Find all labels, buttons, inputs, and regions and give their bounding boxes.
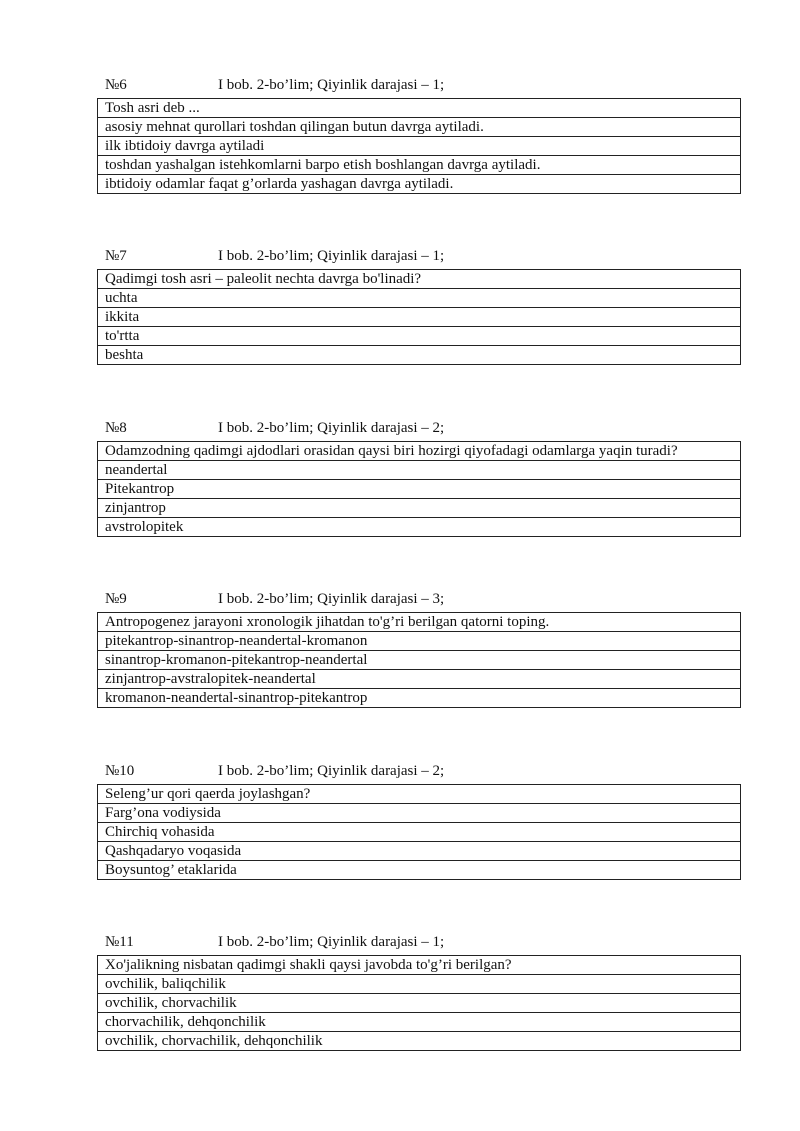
question-meta: I bob. 2-bo’lim; Qiyinlik darajasi – 2;: [218, 420, 445, 436]
question-meta: I bob. 2-bo’lim; Qiyinlik darajasi – 2;: [218, 763, 445, 779]
answer-option: kromanon-neandertal-sinantrop-pitekantrop: [98, 689, 741, 708]
answer-option: Qashqadaryo voqasida: [98, 842, 741, 861]
answer-option: ikkita: [98, 308, 741, 327]
answer-option: ovchilik, chorvachilik: [98, 994, 741, 1013]
answer-option: zinjantrop: [98, 499, 741, 518]
answer-option: Pitekantrop: [98, 480, 741, 499]
answer-option: zinjantrop-avstralopitek-neandertal: [98, 670, 741, 689]
question-text: Seleng’ur qori qaerda joylashgan?: [98, 785, 741, 804]
question-header: [97, 935, 742, 955]
question-header: [97, 249, 742, 269]
question-table: [97, 955, 741, 1051]
question-number: №7: [105, 248, 127, 264]
question-number: №10: [105, 763, 135, 779]
question-header: [97, 78, 742, 98]
answer-option: to'rtta: [98, 327, 741, 346]
question-block: [97, 421, 742, 537]
answer-option: Chirchiq vohasida: [98, 823, 741, 842]
answer-option: ovchilik, chorvachilik, dehqonchilik: [98, 1032, 741, 1051]
question-table: [97, 98, 741, 194]
answer-option: pitekantrop-sinantrop-neandertal-kromanon: [98, 632, 741, 651]
answer-option: Boysuntog’ etaklarida: [98, 861, 741, 880]
question-header: [97, 421, 742, 441]
question-meta: I bob. 2-bo’lim; Qiyinlik darajasi – 1;: [218, 248, 445, 264]
question-block: [97, 935, 742, 1051]
answer-option: ovchilik, baliqchilik: [98, 975, 741, 994]
question-table: [97, 269, 741, 365]
answer-option: uchta: [98, 289, 741, 308]
question-text: Qadimgi tosh asri – paleolit nechta davrga bo'linadi?: [98, 270, 741, 289]
question-text: Tosh asri deb ...: [98, 99, 741, 118]
answer-option: avstrolopitek: [98, 518, 741, 537]
question-number: №9: [105, 591, 127, 607]
question-number: №8: [105, 420, 127, 436]
question-table: [97, 612, 741, 708]
question-meta: I bob. 2-bo’lim; Qiyinlik darajasi – 1;: [218, 77, 445, 93]
question-block: [97, 78, 742, 194]
question-table: [97, 441, 741, 537]
question-meta: I bob. 2-bo’lim; Qiyinlik darajasi – 3;: [218, 591, 445, 607]
question-text: Odamzodning qadimgi ajdodlari orasidan qaysi biri hozirgi qiyofadagi odamlarga yaqin turadi?: [98, 442, 741, 461]
answer-option: ilk ibtidoiy davrga aytiladi: [98, 137, 741, 156]
question-meta: I bob. 2-bo’lim; Qiyinlik darajasi – 1;: [218, 934, 445, 950]
question-text: Xo'jalikning nisbatan qadimgi shakli qaysi javobda to'g’ri berilgan?: [98, 956, 741, 975]
question-block: [97, 592, 742, 708]
question-header: [97, 592, 742, 612]
answer-option: asosiy mehnat qurollari toshdan qilingan butun davrga aytiladi.: [98, 118, 741, 137]
answer-option: neandertal: [98, 461, 741, 480]
question-header: [97, 764, 742, 784]
question-number: №11: [105, 934, 134, 950]
question-text: Antropogenez jarayoni xronologik jihatdan to'g’ri berilgan qatorni toping.: [98, 613, 741, 632]
answer-option: toshdan yashalgan istehkomlarni barpo etish boshlangan davrga aytiladi.: [98, 156, 741, 175]
answer-option: sinantrop-kromanon-pitekantrop-neandertal: [98, 651, 741, 670]
answer-option: beshta: [98, 346, 741, 365]
answer-option: ibtidoiy odamlar faqat g’orlarda yashagan davrga aytiladi.: [98, 175, 741, 194]
question-number: №6: [105, 77, 127, 93]
question-block: [97, 249, 742, 365]
answer-option: chorvachilik, dehqonchilik: [98, 1013, 741, 1032]
question-table: [97, 784, 741, 880]
question-block: [97, 764, 742, 880]
answer-option: Farg’ona vodiysida: [98, 804, 741, 823]
